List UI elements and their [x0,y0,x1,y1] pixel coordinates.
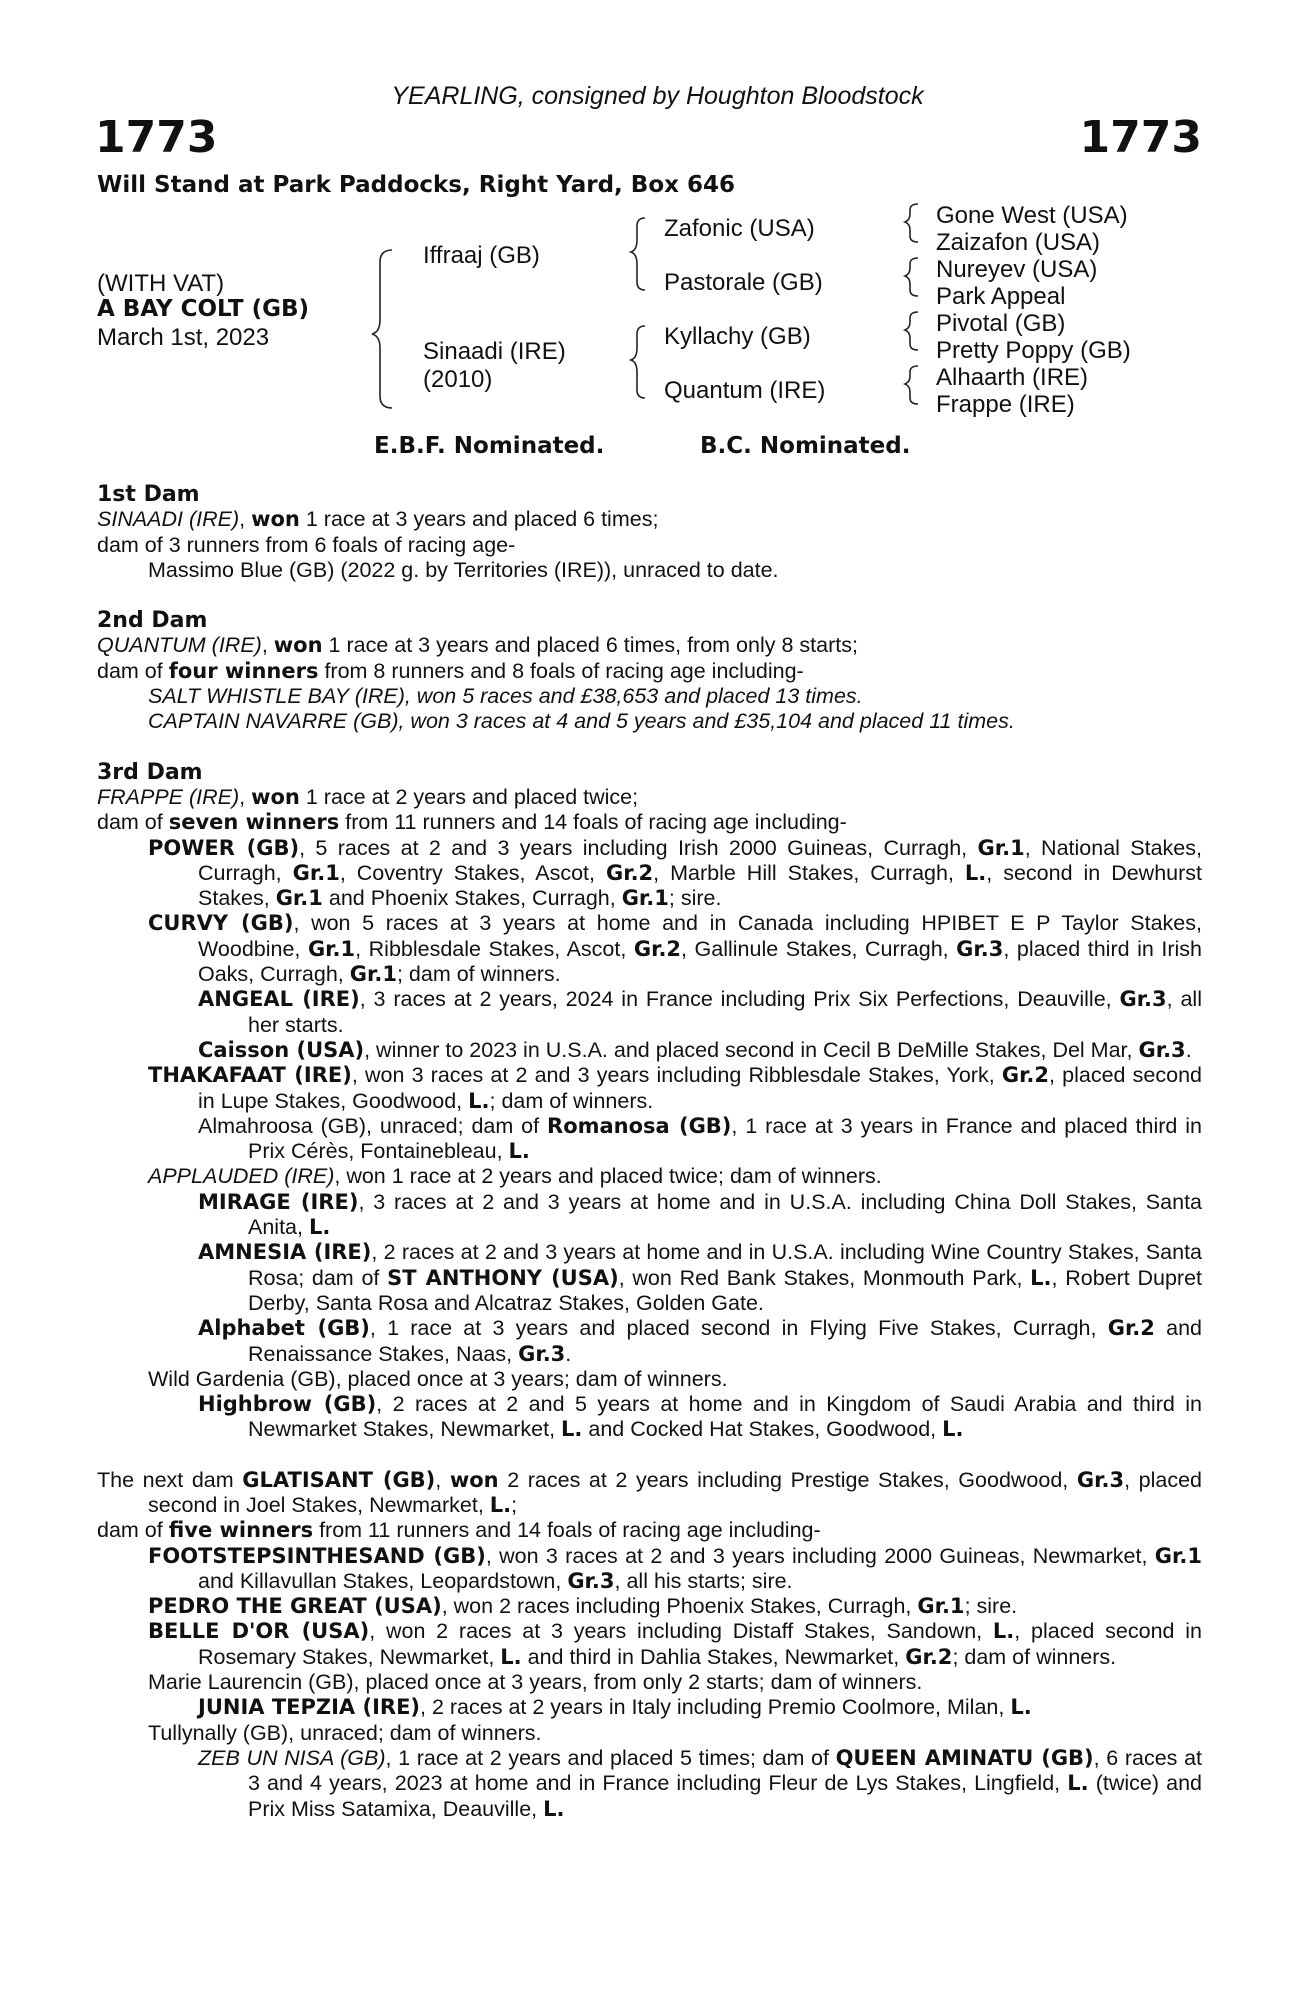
ebf-nomination: E.B.F. Nominated. [374,433,605,459]
pedigree-sdd: Park Appeal [936,283,1066,310]
runner-junia-tepzia: JUNIA TEPZIA (IRE), 2 races at 2 years in Italy including Premio Coolmore, Milan, L. [198,1695,1032,1720]
runner-curvy: CURVY (GB), won 5 races at 3 years at home and in Canada including HPIBET E P Taylor Stakes, Woodbine, Gr.1, Ribblesdale Stakes, Ascot, Gr.2, Gallinule Stakes, Curragh, Gr.3, placed third in Irish Oaks, Curragh, Gr.1; dam of winners. [148,911,1202,987]
lot-number-right: 1773 [1079,112,1202,163]
stand-location: Will Stand at Park Paddocks, Right Yard, Box 646 [97,172,735,198]
runner-almahroosa: Almahroosa (GB), unraced; dam of Romanosa (GB), 1 race at 3 years in France and placed third in Prix Cérès, Fontainebleau, L. [198,1113,1203,1164]
horse-dob: March 1st, 2023 [97,324,270,351]
pedigree-dss: Pivotal (GB) [936,310,1066,337]
first-dam-foal: Massimo Blue (GB) (2022 g. by Territories (IRE)), unraced to date. [148,557,779,582]
lot-number-left: 1773 [95,112,218,163]
runner-caisson: Caisson (USA), winner to 2023 in U.S.A. and placed second in Cecil B DeMille Stakes, Del Mar, Gr.3. [198,1037,1192,1062]
pedigree-dam-sire: Kyllachy (GB) [664,323,811,350]
runner-power: POWER (GB), 5 races at 2 and 3 years including Irish 2000 Guineas, Curragh, Gr.1, National Stakes, Curragh, Gr.1, Coventry Stakes, Ascot, Gr.2, Marble Hill Stakes, Curragh, L., second in Dewhurst Stakes, Gr.1 and Phoenix Stakes, Curragh, Gr.1; sire. [148,835,1203,911]
runner-belle-dor: BELLE D'OR (USA), won 2 races at 3 years including Distaff Stakes, Sandown, L., placed second in Rosemary Stakes, Newmarket, L. and third in Dahlia Stakes, Newmarket, Gr.2; dam of winners. [148,1619,1203,1669]
second-dam-runner: CAPTAIN NAVARRE (GB), won 3 races at 4 and 5 years and £35,104 and placed 11 times. [148,709,1015,734]
pedigree-sss: Gone West (USA) [936,202,1128,229]
pedigree-dam-dam: Quantum (IRE) [664,377,826,404]
pedigree-dds: Alhaarth (IRE) [936,364,1089,391]
second-dam-record: QUANTUM (IRE), won 1 race at 3 years and placed 6 times, from only 8 starts; [97,633,858,658]
first-dam-heading: 1st Dam [97,482,200,507]
third-dam-record: FRAPPE (IRE), won 1 race at 2 years and placed twice; [97,784,639,809]
second-dam-runner: SALT WHISTLE BAY (IRE), won 5 races and £38,653 and placed 13 times. [148,684,863,709]
runner-mirage: MIRAGE (IRE), 3 races at 2 and 3 years at home and in U.S.A. including China Doll Stakes, Santa Anita, L. [198,1189,1202,1240]
runner-angeal: ANGEAL (IRE), 3 races at 2 years, 2024 in France including Prix Six Perfections, Deauville, Gr.3, all her starts. [198,987,1202,1037]
third-dam-heading: 3rd Dam [97,759,203,785]
pedigree-ddd: Frappe (IRE) [936,391,1075,418]
runner-amnesia: AMNESIA (IRE), 2 races at 2 and 3 years at home and in U.S.A. including Wine Country Stakes, Santa Rosa; dam of ST ANTHONY (USA), won Red Bank Stakes, Monmouth Park, L., Robert Dupret Derby, Santa Rosa and Alcatraz Stakes, Golden Gate. [198,1240,1203,1315]
runner-wild-gardenia: Wild Gardenia (GB), placed once at 3 years; dam of winners. [148,1366,728,1391]
pedigree-dsd: Pretty Poppy (GB) [936,337,1131,364]
runner-tullynally: Tullynally (GB), unraced; dam of winners. [148,1720,542,1745]
runner-pedro-the-great: PEDRO THE GREAT (USA), won 2 races including Phoenix Stakes, Curragh, Gr.1; sire. [148,1594,1018,1619]
pedigree-sds: Nureyev (USA) [936,256,1098,283]
pedigree-dam-year: (2010) [423,366,493,393]
runner-marie-laurencin: Marie Laurencin (GB), placed once at 3 years, from only 2 starts; dam of winners. [148,1670,923,1695]
second-dam-produce: dam of four winners from 8 runners and 8 foals of racing age including- [97,658,804,683]
first-dam-record: SINAADI (IRE), won 1 race at 3 years and placed 6 times; [97,507,659,532]
pedigree-ssd: Zaizafon (USA) [936,229,1101,256]
runner-zeb-un-nisa: ZEB UN NISA (GB), 1 race at 2 years and placed 5 times; dam of QUEEN AMINATU (GB), 6 races at 3 and 4 years, 2023 at home and in France including Fleur de Lys Stakes, Lingfield, L. (twice) and Prix Miss Satamixa, Deauville, L. [198,1745,1202,1821]
second-dam-heading: 2nd Dam [97,608,208,634]
horse-name: A BAY COLT (GB) [97,296,310,322]
consignment-line: YEARLING, consigned by Houghton Bloodstock [391,82,924,110]
runner-footstepsinthesand: FOOTSTEPSINTHESAND (GB), won 3 races at 2 and 3 years including 2000 Guineas, Newmarket, Gr.1 and Killavullan Stakes, Leopardstown, Gr.3, all his starts; sire. [148,1543,1202,1593]
runner-alphabet: Alphabet (GB), 1 race at 3 years and placed second in Flying Five Stakes, Curragh, Gr.2 and Renaissance Stakes, Naas, Gr.3. [198,1316,1202,1366]
catalogue-body [97,482,1202,1822]
next-dam-record: The next dam GLATISANT (GB), won 2 races at 2 years including Prestige Stakes, Goodwood, Gr.3, placed second in Joel Stakes, Newmarket, L.; [97,1467,1202,1517]
vat-note: (WITH VAT) [97,270,225,297]
pedigree-dam: Sinaadi (IRE) [423,338,566,365]
pedigree-sire-sire: Zafonic (USA) [664,215,815,242]
pedigree-sire: Iffraaj (GB) [423,242,540,269]
first-dam-produce: dam of 3 runners from 6 foals of racing age- [97,532,516,557]
pedigree-sire-dam: Pastorale (GB) [664,269,823,296]
runner-thakafaat: THAKAFAAT (IRE), won 3 races at 2 and 3 years including Ribblesdale Stakes, York, Gr.2, placed second in Lupe Stakes, Goodwood, L.; dam of winners. [148,1063,1202,1113]
bc-nomination: B.C. Nominated. [700,433,911,459]
next-dam-produce: dam of five winners from 11 runners and 14 foals of racing age including- [97,1518,821,1543]
runner-applauded: APPLAUDED (IRE), won 1 race at 2 years and placed twice; dam of winners. [148,1164,882,1189]
third-dam-produce: dam of seven winners from 11 runners and 14 foals of racing age including- [97,810,847,835]
runner-highbrow: Highbrow (GB), 2 races at 2 and 5 years at home and in Kingdom of Saudi Arabia and third in Newmarket Stakes, Newmarket, L. and Cocked Hat Stakes, Goodwood, L. [198,1392,1202,1442]
